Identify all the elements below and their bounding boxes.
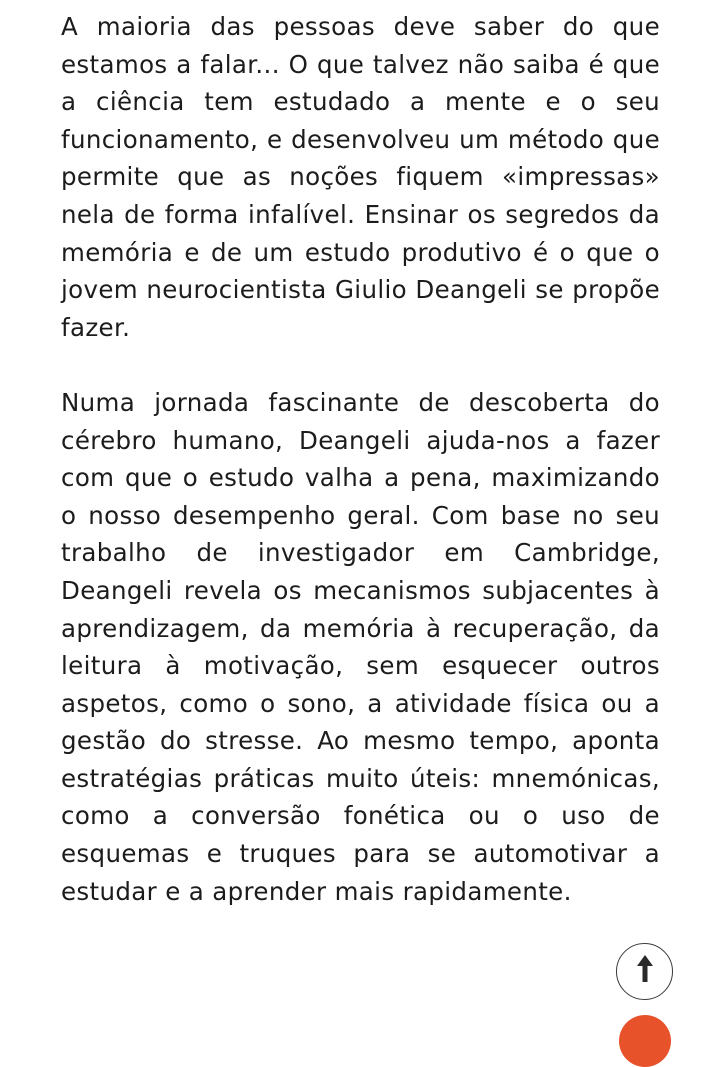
paragraph-1: A maioria das pessoas deve saber do que estamos a falar... O que talvez não saiba é que a ciência tem estudado a mente e o seu funcionamento, e desenvolveu um método que permite que as noções fiquem «impressas» nela de forma infalível. Ensinar os segredos da memória e de um estudo produtivo é o que o jovem neurocientista Giulio Deangeli se propõe fazer.: [61, 12, 660, 342]
article-body: [61, 8, 660, 948]
scroll-to-top-button[interactable]: [616, 943, 673, 1000]
arrow-up-icon: [636, 954, 654, 989]
paragraph-2: Numa jornada fascinante de descoberta do cérebro humano, Deangeli ajuda-nos a fazer com que o estudo valha a pena, maximizando o nosso desempenho geral. Com base no seu trabalho de investigador em Cambridge, Deangeli revela os mecanismos subjacentes à aprendizagem, da memória à recuperação, da leitura à motivação, sem esquecer outros aspetos, como o sono, a atividade física ou a gestão do stresse. Ao mesmo tempo, aponta estratégias práticas muito úteis: mnemónicas, como a conversão fonética ou o uso de esquemas e truques para se automotivar a estudar e a aprender mais rapidamente.: [61, 387, 660, 906]
floating-action-button[interactable]: [619, 1015, 671, 1067]
